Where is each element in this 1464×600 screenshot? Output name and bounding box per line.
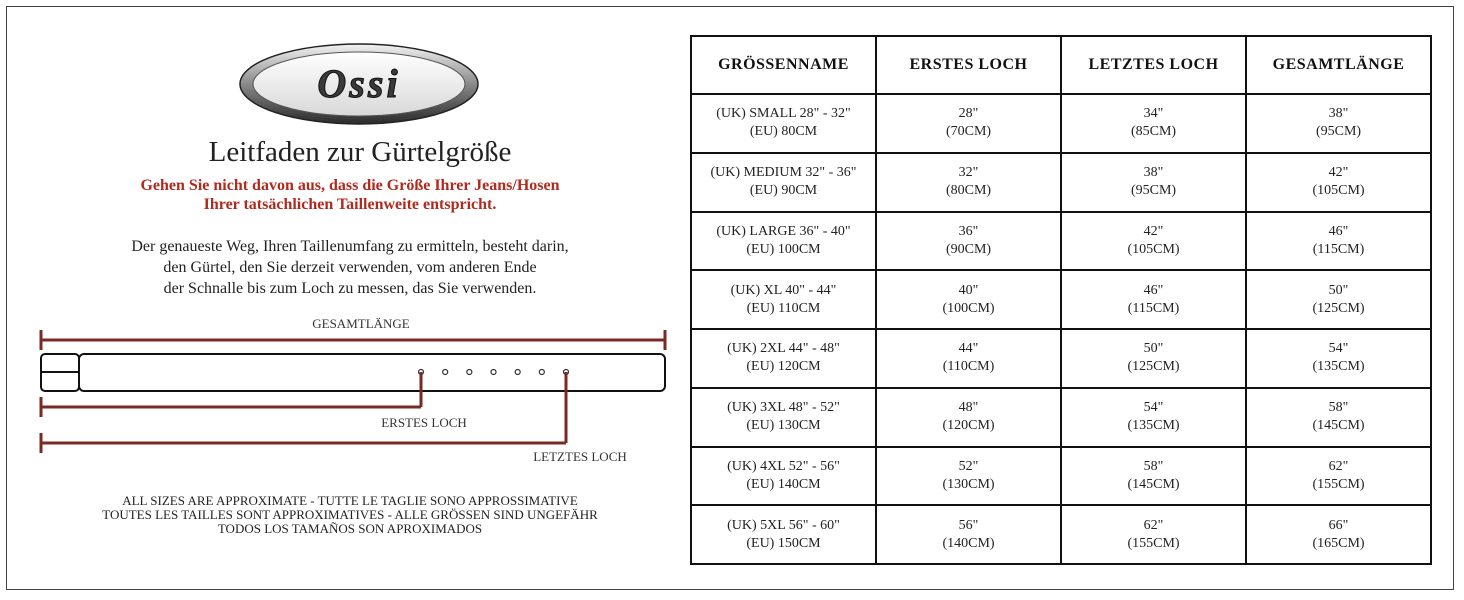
last-hole-cell bbox=[1061, 388, 1246, 447]
total-length-cell-line: (135CM) bbox=[1312, 359, 1365, 375]
table-row bbox=[691, 94, 1431, 153]
ossi-logo bbox=[238, 42, 480, 126]
total-length-cell-line: 46" bbox=[1328, 223, 1349, 239]
belt-hole bbox=[467, 370, 472, 375]
table-row bbox=[691, 505, 1431, 564]
disclaimer-line: TODOS LOS TAMAÑOS SON APROXIMADOS bbox=[217, 521, 483, 536]
first-hole-cell bbox=[876, 447, 1061, 506]
first-hole-cell-line: 44" bbox=[958, 341, 979, 357]
belt-diagram bbox=[30, 310, 680, 480]
instruction-line: der Schnalle bis zum Loch zu messen, das Sie verwenden. bbox=[163, 280, 537, 297]
header-first-hole: ERSTES LOCH bbox=[876, 36, 1061, 94]
total-length-cell-line: 42" bbox=[1328, 165, 1349, 181]
last-hole-cell-line: 46" bbox=[1143, 282, 1164, 298]
first-hole-cell-line: (130CM) bbox=[942, 476, 995, 492]
size-cell bbox=[691, 329, 876, 388]
last-hole-cell-line: (105CM) bbox=[1127, 241, 1180, 257]
size-cell-line: (EU) 120CM bbox=[746, 359, 821, 375]
first-hole-cell bbox=[876, 505, 1061, 564]
last-hole-cell bbox=[1061, 153, 1246, 212]
total-length-cell-line: (105CM) bbox=[1312, 183, 1365, 199]
last-hole-cell-line: 42" bbox=[1143, 223, 1164, 239]
table-row bbox=[691, 270, 1431, 329]
disclaimer-line: ALL SIZES ARE APPROXIMATE - TUTTE LE TAGLIE SONO APPROSSIMATIVE bbox=[122, 493, 578, 508]
size-cell-line: (UK) SMALL 28" - 32" bbox=[716, 106, 851, 122]
first-hole-cell-line: 56" bbox=[958, 517, 979, 533]
total-length-cell-line: 50" bbox=[1328, 282, 1349, 298]
size-cell-line: (UK) XL 40" - 44" bbox=[730, 282, 837, 298]
last-hole-cell bbox=[1061, 329, 1246, 388]
belt-hole bbox=[491, 370, 496, 375]
size-cell bbox=[691, 94, 876, 153]
last-hole-label: LETZTES LOCH bbox=[533, 449, 627, 464]
size-cell-line: (UK) 4XL 52" - 56" bbox=[727, 458, 840, 474]
first-hole-cell bbox=[876, 329, 1061, 388]
header-size-name: GRÖSSENNAME bbox=[691, 36, 876, 94]
first-hole-cell bbox=[876, 212, 1061, 271]
first-hole-cell-line: 28" bbox=[958, 106, 979, 122]
last-hole-cell bbox=[1061, 505, 1246, 564]
total-length-cell-line: (145CM) bbox=[1312, 418, 1365, 434]
total-length-cell bbox=[1246, 94, 1431, 153]
size-table bbox=[690, 35, 1432, 565]
total-length-cell-line: 62" bbox=[1328, 458, 1349, 474]
first-hole-cell-line: (70CM) bbox=[945, 124, 992, 140]
size-cell bbox=[691, 447, 876, 506]
size-cell-line: (UK) 2XL 44" - 48" bbox=[727, 341, 840, 357]
logo-text: Ossi bbox=[317, 61, 401, 106]
size-cell-line: (UK) 5XL 56" - 60" bbox=[727, 517, 840, 533]
total-length-cell-line: 54" bbox=[1328, 341, 1349, 357]
size-cell-line: (UK) 3XL 48" - 52" bbox=[727, 400, 840, 416]
total-length-cell-line: 38" bbox=[1328, 106, 1349, 122]
first-hole-cell-line: (140CM) bbox=[942, 535, 995, 551]
first-hole-label: ERSTES LOCH bbox=[381, 415, 467, 430]
warning-line: Gehen Sie nicht davon aus, dass die Größe Ihrer Jeans/Hosen bbox=[140, 177, 560, 194]
total-length-cell-line: (155CM) bbox=[1312, 476, 1365, 492]
last-hole-cell-line: 34" bbox=[1143, 106, 1164, 122]
last-hole-cell-line: 62" bbox=[1143, 517, 1164, 533]
table-row bbox=[691, 388, 1431, 447]
last-hole-cell-line: 58" bbox=[1143, 458, 1164, 474]
guide-title: Leitfaden zur Gürtelgröße bbox=[208, 136, 512, 168]
belt-hole bbox=[443, 370, 448, 375]
size-cell bbox=[691, 212, 876, 271]
total-length-cell bbox=[1246, 270, 1431, 329]
first-hole-cell-line: (80CM) bbox=[945, 183, 992, 199]
instruction-text bbox=[60, 236, 640, 299]
size-cell bbox=[691, 270, 876, 329]
table-header-row bbox=[691, 36, 1431, 94]
last-hole-cell bbox=[1061, 94, 1246, 153]
belt-hole bbox=[515, 370, 520, 375]
size-cell-line: (EU) 130CM bbox=[746, 418, 821, 434]
total-length-cell-line: 66" bbox=[1328, 517, 1349, 533]
size-cell-line: (EU) 80CM bbox=[749, 124, 818, 140]
total-length-cell bbox=[1246, 329, 1431, 388]
disclaimer-line: TOUTES LES TAILLES SONT APPROXIMATIVES - ALLE GRÖSSEN SIND UNGEFÄHR bbox=[102, 507, 598, 522]
warning-text bbox=[70, 176, 630, 214]
last-hole-cell-line: (115CM) bbox=[1127, 300, 1180, 316]
table-row bbox=[691, 447, 1431, 506]
total-length-cell-line: (115CM) bbox=[1312, 241, 1365, 257]
size-cell-line: (EU) 100CM bbox=[746, 241, 821, 257]
total-length-cell bbox=[1246, 447, 1431, 506]
size-cell bbox=[691, 505, 876, 564]
last-hole-cell bbox=[1061, 212, 1246, 271]
first-hole-cell bbox=[876, 94, 1061, 153]
header-last-hole: LETZTES LOCH bbox=[1061, 36, 1246, 94]
total-length-cell bbox=[1246, 153, 1431, 212]
size-cell-line: (UK) MEDIUM 32" - 36" bbox=[710, 165, 857, 181]
first-hole-cell-line: (90CM) bbox=[945, 241, 992, 257]
last-hole-cell-line: 54" bbox=[1143, 400, 1164, 416]
last-hole-cell-line: 50" bbox=[1143, 341, 1164, 357]
size-cell-line: (EU) 110CM bbox=[746, 300, 821, 316]
first-hole-cell-line: (110CM) bbox=[942, 359, 995, 375]
size-cell-line: (EU) 90CM bbox=[749, 183, 818, 199]
last-hole-cell-line: 38" bbox=[1143, 165, 1164, 181]
first-hole-cell-line: 32" bbox=[958, 165, 979, 181]
belt-shape bbox=[41, 354, 665, 391]
last-hole-cell-line: (135CM) bbox=[1127, 418, 1180, 434]
total-length-cell bbox=[1246, 388, 1431, 447]
first-hole-cell-line: 48" bbox=[958, 400, 979, 416]
instruction-line: den Gürtel, den Sie derzeit verwenden, vom anderen Ende bbox=[163, 259, 537, 276]
last-hole-cell-line: (125CM) bbox=[1127, 359, 1180, 375]
first-hole-cell bbox=[876, 388, 1061, 447]
last-hole-cell-line: (155CM) bbox=[1127, 535, 1180, 551]
warning-line: Ihrer tatsächlichen Taillenweite entspricht. bbox=[203, 196, 497, 213]
total-length-cell bbox=[1246, 212, 1431, 271]
first-hole-cell-line: 52" bbox=[958, 458, 979, 474]
table-row bbox=[691, 329, 1431, 388]
header-total-length: GESAMTLÄNGE bbox=[1246, 36, 1431, 94]
total-length-label: GESAMTLÄNGE bbox=[312, 316, 410, 331]
size-cell-line: (EU) 150CM bbox=[746, 535, 821, 551]
total-length-cell-line: (125CM) bbox=[1312, 300, 1365, 316]
total-length-cell bbox=[1246, 505, 1431, 564]
first-hole-cell-line: (100CM) bbox=[942, 300, 995, 316]
size-cell bbox=[691, 153, 876, 212]
belt-hole bbox=[539, 370, 544, 375]
size-cell-line: (UK) LARGE 36" - 40" bbox=[716, 223, 851, 239]
last-hole-cell-line: (145CM) bbox=[1127, 476, 1180, 492]
first-hole-cell-line: 36" bbox=[958, 223, 979, 239]
last-hole-cell-line: (85CM) bbox=[1130, 124, 1177, 140]
table-row bbox=[691, 153, 1431, 212]
size-cell bbox=[691, 388, 876, 447]
total-length-cell-line: 58" bbox=[1328, 400, 1349, 416]
instruction-line: Der genaueste Weg, Ihren Taillenumfang zu ermitteln, besteht darin, bbox=[131, 238, 569, 255]
total-length-measure bbox=[41, 330, 665, 350]
table-row bbox=[691, 212, 1431, 271]
last-hole-cell bbox=[1061, 447, 1246, 506]
first-hole-cell-line: (120CM) bbox=[942, 418, 995, 434]
first-hole-cell bbox=[876, 153, 1061, 212]
first-hole-cell bbox=[876, 270, 1061, 329]
disclaimer bbox=[40, 494, 660, 536]
last-hole-cell bbox=[1061, 270, 1246, 329]
total-length-cell-line: (165CM) bbox=[1312, 535, 1365, 551]
size-cell-line: (EU) 140CM bbox=[746, 476, 821, 492]
last-hole-cell-line: (95CM) bbox=[1130, 183, 1177, 199]
total-length-cell-line: (95CM) bbox=[1315, 124, 1362, 140]
first-hole-cell-line: 40" bbox=[958, 282, 979, 298]
